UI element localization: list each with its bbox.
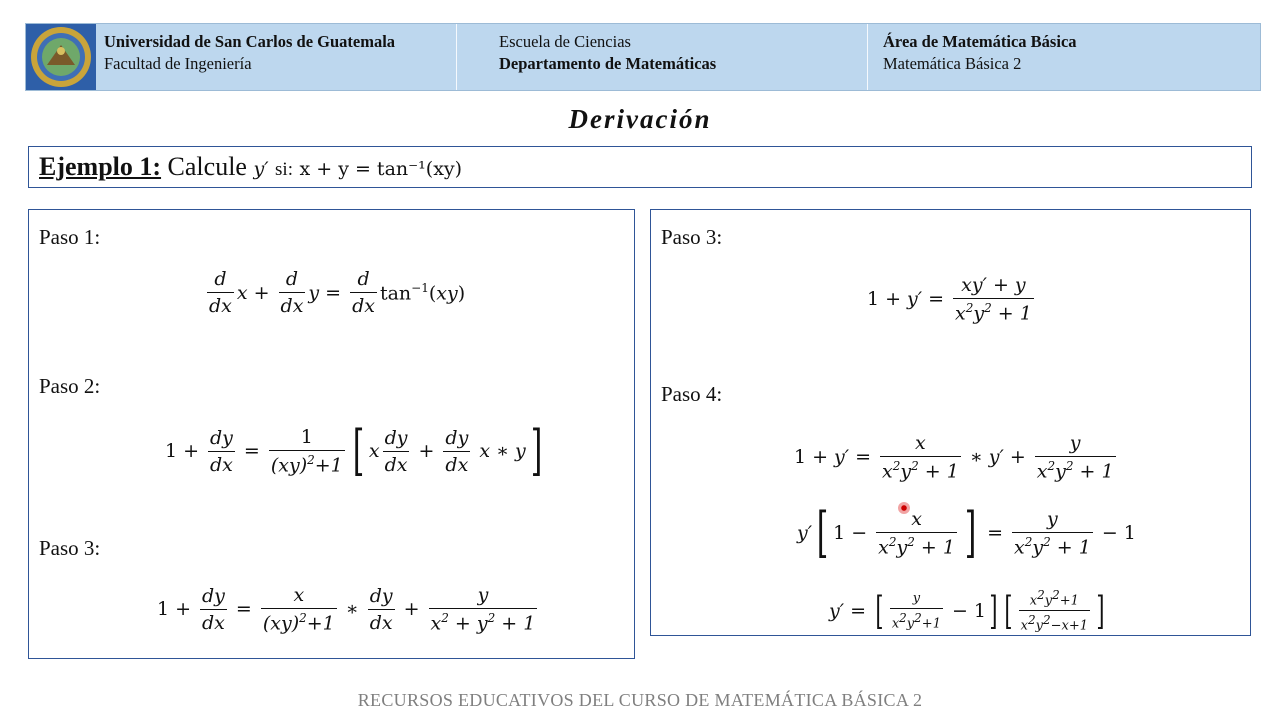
page-title: Derivación — [568, 104, 712, 134]
equation-step-4b: y′ [ 1 − $\frac{x}{x^2y^2 + 1}$ ] = $\frac{y}{x^2y^2 + 1}$ − 1 — [797, 501, 1136, 564]
step-label: Paso 2: — [39, 374, 101, 398]
school-name: Escuela de Ciencias — [499, 32, 631, 51]
example-equation: x + y = tan⁻¹(xy) — [299, 158, 463, 180]
step-label: Paso 3: — [661, 225, 723, 249]
left-steps-panel — [28, 209, 635, 659]
example-si: si: — [275, 159, 293, 180]
header-university-block — [96, 24, 456, 90]
step-label: Paso 1: — [39, 225, 101, 249]
equation-step-1: $\frac{d}{dx}$ x + $\frac{d}{dx}$ y = $\frac{d}{dx}$ $\tan^{-1}(xy)$ — [209, 268, 466, 317]
example-statement — [28, 146, 1252, 188]
equation-step-3: 1 + $\frac{dy}{dx}$ = $\frac{x}{(xy)^2+1}$ ∗ $\frac{dy}{dx}$ + $\frac{y}{x^2 + y^2 + 1}$ — [157, 584, 536, 635]
example-text: Calcule — [167, 152, 247, 181]
department-name: Departamento de Matemáticas — [499, 54, 717, 73]
equation-step-4c: y′ = [ $\frac{y}{x^2y^2+1}$ − 1 ] [ $\frac{x^2y^2+1}{x^2y^2-x+1}$ ] — [829, 588, 1105, 634]
faculty-name: Facultad de Ingeniería — [104, 54, 252, 73]
example-variable: y′ — [253, 158, 269, 180]
header-area-block — [868, 24, 1260, 90]
pointer-highlight-icon — [898, 502, 910, 514]
area-name: Área de Matemática Básica — [883, 32, 1077, 51]
course-name: Matemática Básica 2 — [883, 54, 1022, 73]
equation-step-3-right: 1 + y′ = $\frac{xy' + y}{x^2y^2 + 1}$ — [867, 274, 1032, 325]
step-label: Paso 3: — [39, 536, 101, 560]
step-label: Paso 4: — [661, 382, 723, 406]
university-seal-icon — [26, 24, 96, 90]
equation-step-2: 1 + $\frac{dy}{dx}$ = $\frac{1}{(xy)^2+1}$ [ x $\frac{dy}{dx}$ + $\frac{dy}{dx}$ x ∗ y ] — [165, 419, 543, 482]
equation-step-4a: 1 + y′ = $\frac{x}{x^2y^2 + 1}$ ∗ y′ + $\frac{y}{x^2y^2 + 1}$ — [794, 432, 1114, 483]
example-label: Ejemplo 1: — [39, 152, 162, 181]
right-steps-panel — [650, 209, 1251, 636]
footer-text: RECURSOS EDUCATIVOS DEL CURSO DE MATEMÁTICA BÁSICA 2 — [357, 690, 923, 710]
header-school-block — [457, 24, 867, 90]
university-name: Universidad de San Carlos de Guatemala — [104, 32, 396, 51]
header-banner — [25, 23, 1261, 91]
